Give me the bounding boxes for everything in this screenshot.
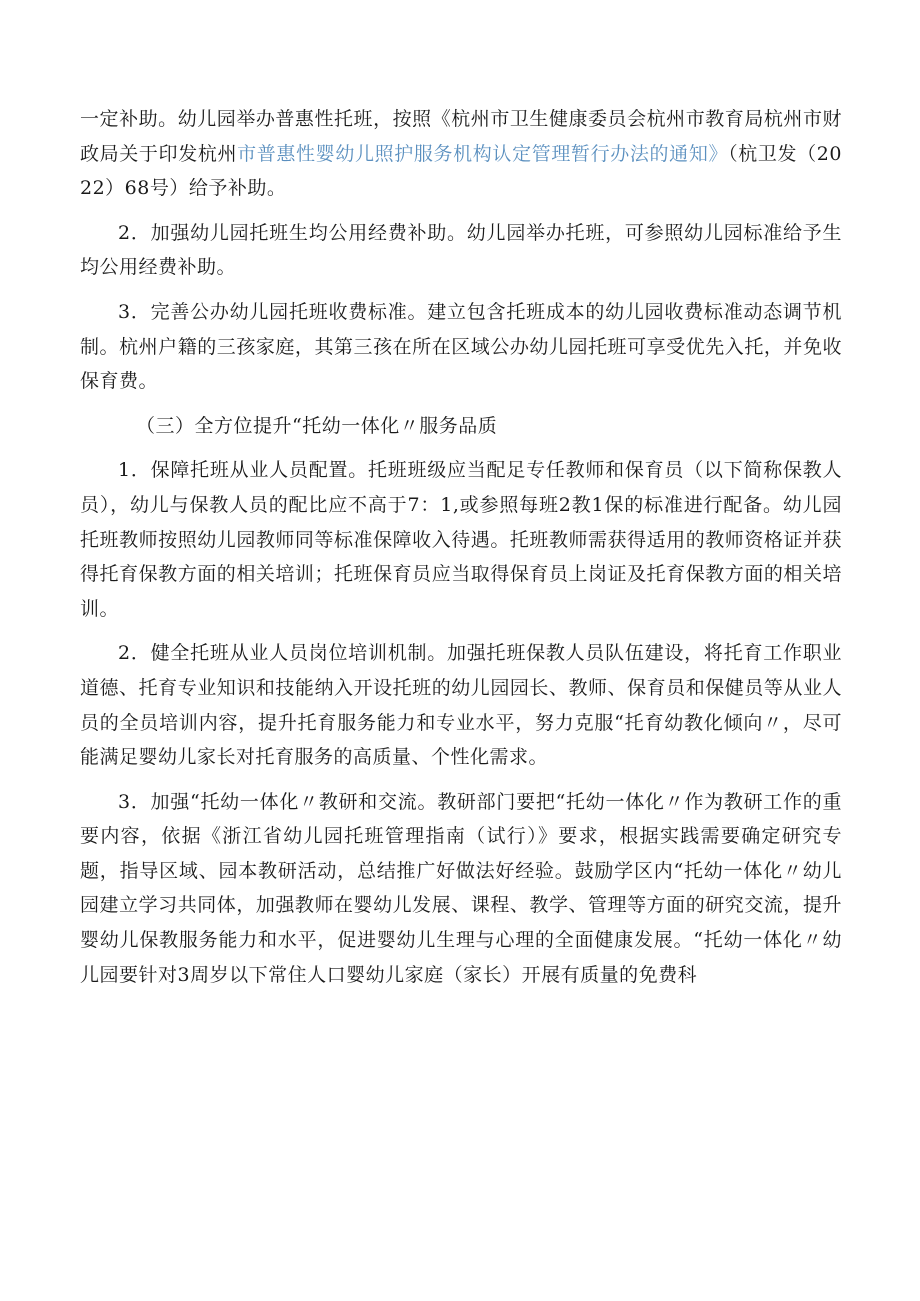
paragraph-item-2-funding: 2．加强幼儿园托班生均公用经费补助。幼儿园举办托班，可参照幼儿园标准给予生均公用经费补助。 (80, 221, 842, 279)
notice-title-link[interactable]: 市普惠性婴幼儿照护服务机构认定管理暂行办法的通知》 (237, 142, 729, 165)
paragraph-item-3-research: 3．加强“托幼一体化〃教研和交流。教研部门要把“托幼一体化〃作为教研工作的重要内容，依据《浙江省幼儿园托班管理指南（试行）》要求，根据实践需要确定研究专题，指导区域、园本教研活动，总结推广好做法好经验。鼓励学区内“托幼一体化〃幼儿园建立学习共同体，加强教师在婴幼儿发展、课程、教学、管理等方面的研究交流，提升婴幼儿保教服务能力和水平，促进婴幼儿生理与心理的全面健康发展。“托幼一体化〃幼儿园要针对3周岁以下常住人口婴幼儿家庭（家长）开展有质量的免费科 (80, 790, 842, 986)
document-page (80, 102, 842, 1002)
paragraph-subsidy-continued (80, 102, 842, 206)
section-heading-3: （三）全方位提升“托幼一体化〃服务品质 (136, 414, 498, 437)
paragraph-text: （杭卫发（2022）68号）给予补助。 (80, 142, 842, 200)
paragraph-item-3-fees: 3．完善公办幼儿园托班收费标准。建立包含托班成本的幼儿园收费标准动态调节机制。杭州户籍的三孩家庭，其第三孩在所在区域公办幼儿园托班可享受优先入托，并免收保育费。 (80, 300, 842, 393)
paragraph-item-1-staffing: 1．保障托班从业人员配置。托班班级应当配足专任教师和保育员（以下简称保教人员），幼儿与保教人员的配比应不高于7：1,或参照每班2教1保的标准进行配备。幼儿园托班教师按照幼儿园教师同等标准保障收入待遇。托班教师需获得适用的教师资格证并获得托育保教方面的相关培训；托班保育员应当取得保育员上岗证及托育保教方面的相关培训。 (80, 459, 842, 620)
paragraph-item-2-training: 2．健全托班从业人员岗位培训机制。加强托班保教人员队伍建设，将托育工作职业道德、托育专业知识和技能纳入开设托班的幼儿园园长、教师、保育员和保健员等从业人员的全员培训内容，提升托育服务能力和专业水平，努力克服“托育幼教化倾向〃，尽可能满足婴幼儿家长对托育服务的高质量、个性化需求。 (80, 642, 842, 769)
paragraph-text: 一定补助。幼儿园举办普惠性托班，按照《杭州市卫生健康委员会杭州市教育局杭州市财政局关于印发杭州 (80, 108, 842, 165)
